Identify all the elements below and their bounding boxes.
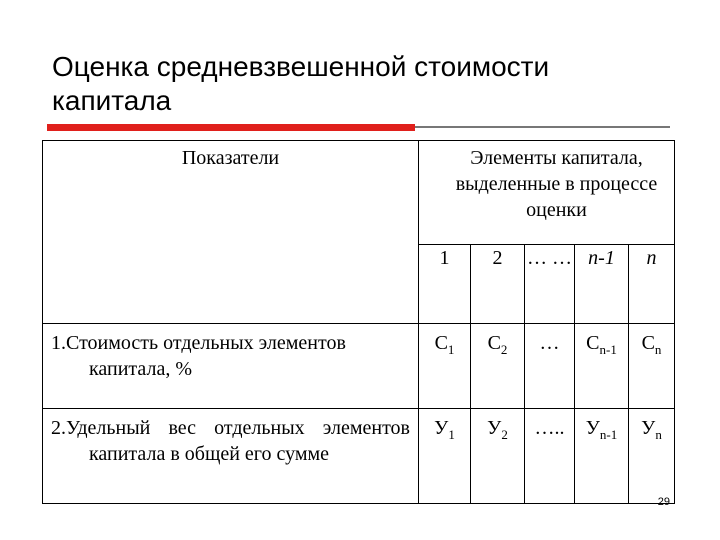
cell-sub: n-1	[599, 427, 618, 442]
cell-c-ellipsis	[525, 324, 575, 409]
cell-un-1	[575, 409, 629, 504]
cell-cn-1	[575, 324, 629, 409]
cell-un	[629, 409, 675, 504]
cell-sub: 2	[500, 342, 508, 357]
cell-base: У	[487, 417, 502, 439]
cell-cn	[629, 324, 675, 409]
cell-base: С	[434, 332, 448, 354]
column-index-n: n	[629, 245, 675, 324]
title-accent-bar	[47, 124, 415, 131]
cell-sub: 1	[448, 427, 455, 442]
cell-u1	[419, 409, 471, 504]
slide-title: Оценка средневзвешенной стоимости капитала	[52, 51, 550, 116]
cell-c1	[419, 324, 471, 409]
header-indicators-label: Показатели	[181, 147, 280, 169]
table-row-cost	[43, 324, 675, 409]
column-index-ellipsis: … …	[525, 245, 575, 324]
row-label-cell	[43, 324, 419, 409]
row-label-cost: 1.Стоимость отдельных элементов капитала, %	[51, 332, 346, 380]
cell-base: С	[586, 332, 600, 354]
cell-base: С	[487, 332, 501, 354]
header-indicators	[43, 141, 419, 324]
cell-base: У	[585, 417, 600, 439]
cell-base: У	[434, 417, 449, 439]
page-number: 29	[657, 496, 670, 508]
capital-cost-table	[42, 140, 675, 504]
cell-sub: n	[654, 342, 662, 357]
cell-u2	[471, 409, 525, 504]
title-divider-line	[415, 126, 670, 128]
cell-base: С	[641, 332, 655, 354]
cell-sub: n	[655, 427, 662, 442]
row-label-cell	[43, 409, 419, 504]
column-index-n-1: n-1	[575, 245, 629, 324]
cell-base: …	[539, 332, 560, 354]
cell-sub: 2	[501, 427, 508, 442]
table-row-weight	[43, 409, 675, 504]
cell-sub: 1	[447, 342, 455, 357]
cell-base: У	[641, 417, 656, 439]
cell-u-ellipsis	[525, 409, 575, 504]
column-index-2: 2	[471, 245, 525, 324]
row-label-weight: 2.Удельный вес отдельных элементов капитала в общей его сумме	[51, 417, 410, 465]
cell-base: …..	[534, 417, 565, 439]
header-capital-elements	[419, 141, 675, 245]
column-index-1: 1	[419, 245, 471, 324]
header-capital-elements-label: Элементы капитала, выделенные в процессе оценки	[455, 147, 658, 221]
cell-c2	[471, 324, 525, 409]
cell-sub: n-1	[599, 342, 617, 357]
